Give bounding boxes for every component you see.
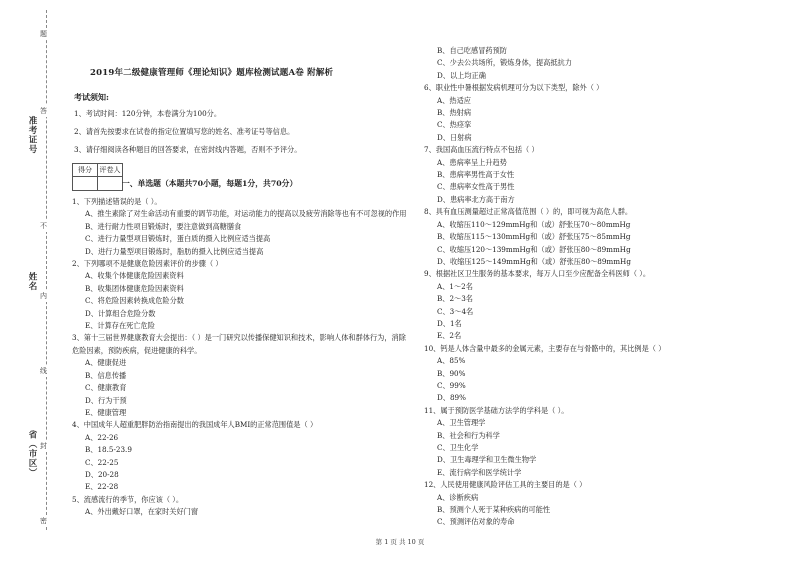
answer-option[interactable]: C、将危险因素转换成危险分数 (85, 296, 184, 306)
answer-option[interactable]: C、预测评估对象的寿命 (437, 517, 515, 527)
notice-item: 1、考试时间：120分钟，本卷满分为100分。 (74, 109, 222, 118)
answer-option[interactable]: A、收缩压110～129mmHg和（或）舒张压70～80mmHg (437, 219, 631, 229)
question-text: 4、中国成年人超重肥胖防治指南提出的我国成年人BMI的正常范围值是（ ） (72, 420, 318, 430)
answer-option[interactable]: A、收集个体健康危险因素资料 (85, 271, 184, 281)
answer-option[interactable]: C、收缩压120～139mmHg和（或）舒张压80～89mmHg (437, 244, 631, 254)
seal-mark: 内 (40, 292, 47, 300)
question (424, 479, 764, 529)
answer-option[interactable]: D、收缩压125～149mmHg和（或）舒张压80～89mmHg (437, 256, 631, 266)
answer-option[interactable]: C、健康教育 (85, 383, 127, 393)
answer-option[interactable]: C、3～4名 (437, 306, 474, 316)
answer-option[interactable]: C、热痉挛 (437, 120, 472, 130)
answer-option[interactable]: B、收集团体健康危险因素资料 (85, 283, 184, 293)
answer-option[interactable]: B、2～3名 (437, 294, 473, 304)
answer-option[interactable]: A、热适应 (437, 95, 471, 105)
answer-option[interactable]: A、诊断疾病 (437, 492, 479, 502)
question (72, 332, 410, 419)
question (72, 196, 410, 258)
answer-option[interactable]: B、预测个人死于某种疾病的可能性 (437, 505, 551, 515)
grader-cell[interactable] (98, 177, 123, 191)
seal-line (46, 10, 47, 530)
answer-option[interactable]: D、1名 (437, 318, 462, 328)
answer-option[interactable]: B、自己吃感冒药预防 (437, 46, 507, 55)
question-text: 3、第十三届世界健康教育大会提出：（ ）是一门研究以传播保健知识和技术，影响人体和群体行为，消除危险因素，预防疾病，促进健康的科学。 (72, 333, 406, 355)
answer-option[interactable]: B、90% (437, 368, 466, 378)
score-box (72, 163, 123, 191)
answer-option[interactable]: D、进行力量型项目锻炼时，脂肪的摄入比例应适当提高 (85, 246, 264, 256)
answer-option[interactable]: C、22-25 (85, 457, 119, 467)
question (424, 343, 764, 405)
answer-option[interactable]: A、22-26 (85, 432, 119, 442)
answer-option[interactable]: C、进行力量型项目锻炼时，蛋白质的摄入比例应适当提高 (85, 234, 271, 244)
seal-mark: 线 (40, 367, 47, 375)
question (424, 82, 764, 144)
answer-option[interactable]: D、日射病 (437, 132, 472, 142)
answer-option[interactable]: A、1～2名 (437, 281, 473, 291)
question (72, 419, 410, 493)
answer-option[interactable]: B、患病率男性高于女性 (437, 170, 515, 180)
answer-option[interactable]: E、计算存在死亡危险 (85, 321, 155, 331)
answer-option[interactable]: C、99% (437, 380, 466, 390)
answer-option[interactable]: E、流行病学和医学统计学 (437, 467, 522, 477)
question-column-right (424, 45, 764, 529)
question (424, 45, 764, 82)
question-text: 11、属于预防医学基础方法学的学科是（ ）。 (424, 405, 569, 415)
answer-option[interactable]: A、推生素除了对生命活动有重要的调节功能，对运动能力的提高以及疲劳消除等也有不可忽视的作用 (85, 209, 407, 219)
page-footer: 第 1 页 共 10 页 (375, 538, 425, 546)
answer-option[interactable]: B、信息传播 (85, 370, 127, 380)
question (424, 206, 764, 268)
answer-option[interactable]: A、健康促进 (85, 358, 127, 368)
answer-option[interactable]: E、22-28 (85, 482, 119, 492)
answer-option[interactable]: B、社会和行为科学 (437, 430, 500, 440)
question-column-left (72, 196, 410, 519)
answer-option[interactable]: B、收缩压115～130mmHg和（或）舒张压75～85mmHg (437, 232, 631, 242)
answer-option[interactable]: A、外出戴好口罩，在家时关好门窗 (85, 507, 199, 517)
question-text: 7、我国高血压流行特点不包括（ ） (424, 145, 539, 155)
question-text: 8、具有血压测量超过正常高值范围（ ）的，即可视为高危人群。 (424, 207, 633, 217)
answer-option[interactable]: E、健康管理 (85, 407, 127, 417)
answer-option[interactable]: D、卫生毒理学和卫生微生物学 (437, 455, 537, 465)
question-text: 12、人民使用健康风险评估工具的主要目的是（ ） (424, 480, 587, 490)
answer-option[interactable]: A、85% (437, 356, 466, 366)
question (72, 494, 410, 519)
answer-option[interactable]: C、患病率女性高于男性 (437, 182, 515, 192)
answer-option[interactable]: D、20-28 (85, 469, 119, 479)
answer-option[interactable]: C、少去公共场所，锻炼身体，提高抵抗力 (437, 58, 572, 68)
question (424, 405, 764, 479)
grader-header: 评卷人 (98, 164, 123, 177)
name-label: 姓名 (27, 272, 37, 291)
answer-option[interactable]: D、行为干预 (85, 395, 127, 405)
answer-option[interactable]: A、卫生管理学 (437, 418, 486, 428)
question (72, 258, 410, 332)
answer-option[interactable]: D、以上均正确 (437, 70, 486, 80)
question-text: 5、流感流行的季节，你应该（ ）。 (72, 494, 184, 504)
score-cell[interactable] (73, 177, 98, 191)
notice-item: 3、请仔细阅读各种题目的回答要求，在密封线内答题，否则不予评分。 (74, 145, 302, 154)
binding-strip (0, 0, 58, 565)
answer-option[interactable]: C、卫生化学 (437, 443, 479, 452)
seal-mark: 密 (40, 517, 47, 525)
notice-item: 2、请首先按要求在试卷的指定位置填写您的姓名、准考证号等信息。 (74, 127, 295, 136)
score-header: 得分 (73, 164, 98, 177)
answer-option[interactable]: E、2名 (437, 331, 462, 341)
exam-title: 2019年二级健康管理师《理论知识》题库检测试题A卷 附解析 (90, 68, 334, 78)
seal-mark: 封 (40, 442, 47, 450)
seal-mark: 题 (40, 30, 47, 38)
question-text: 9、根据社区卫生服务的基本要求，每万人口至少应配备全科医师（ ）。 (424, 269, 651, 279)
question-text: 10、钙是人体含量中最多的金属元素，主要存在与骨骼中的，其比例是（ ） (424, 343, 666, 353)
notice-heading: 考试须知: (74, 92, 109, 102)
answer-option[interactable]: D、计算组合危险分数 (85, 308, 156, 318)
question-text: 2、下列哪项不是健康危险因素评价的步骤（ ） (72, 259, 223, 269)
answer-option[interactable]: B、18.5-23.9 (85, 445, 132, 455)
answer-option[interactable]: D、患病率北方高于南方 (437, 194, 515, 204)
section-title: 一、单选题（本题共70小题，每题1分，共70分） (122, 179, 298, 188)
seal-mark: 答 (40, 107, 47, 115)
answer-option[interactable]: B、热射病 (437, 108, 472, 118)
question (424, 144, 764, 206)
seal-mark: 不 (40, 222, 47, 230)
region-label: 省（市区） (27, 430, 37, 478)
answer-option[interactable]: B、进行耐力性项目锻炼时，要注意做到高糖膳食 (85, 221, 242, 231)
answer-option[interactable]: D、89% (437, 393, 466, 403)
question-text: 1、下列描述错误的是（ ）。 (72, 197, 162, 206)
ticket-number-label: 准考证号 (27, 116, 37, 154)
question (424, 268, 764, 342)
answer-option[interactable]: A、患病率呈上升趋势 (437, 157, 507, 167)
question-text: 6、职业性中暑根据发病机理可分为以下类型，除外（ ） (424, 83, 604, 93)
